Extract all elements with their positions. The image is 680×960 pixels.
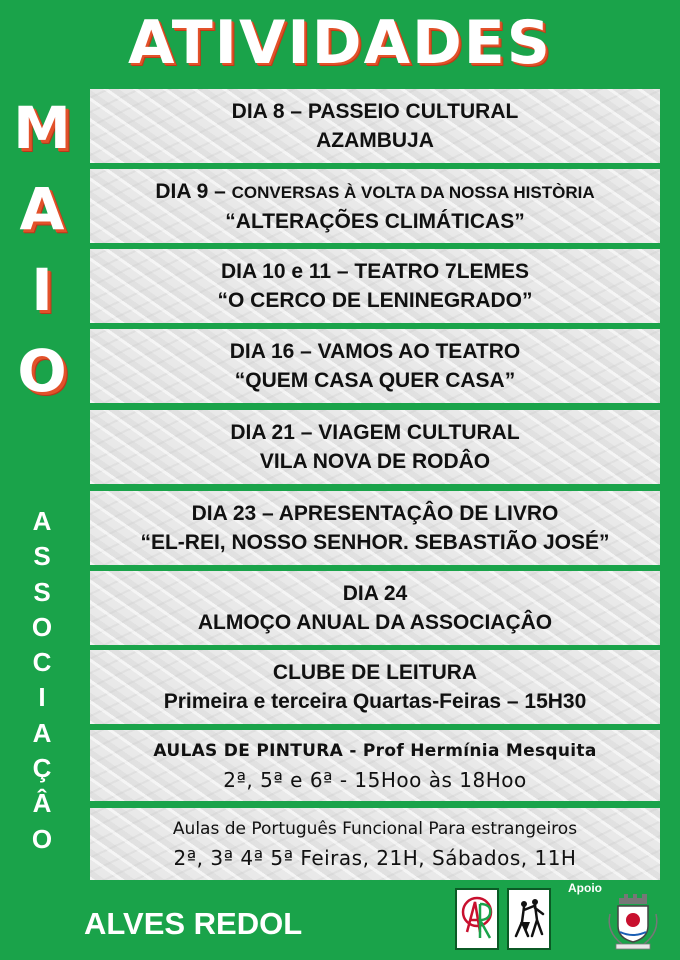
event-subtitle: “EL-REI, NOSSO SENHOR. SEBASTIÃO JOSÉ” — [140, 531, 610, 554]
event-card — [90, 410, 660, 484]
association-logo-icon — [455, 888, 499, 950]
event-title: AULAS DE PINTURA - Prof Hermínia Mesquita — [153, 740, 597, 761]
event-card — [90, 730, 660, 801]
month-letter: A — [19, 175, 65, 243]
event-title: CLUBE DE LEITURA — [272, 661, 478, 684]
support-label: Apoio — [568, 881, 602, 895]
event-card — [90, 169, 660, 243]
event-subtitle: ALMOÇO ANUAL DA ASSOCIAÇÂO — [197, 611, 553, 634]
event-card — [90, 491, 660, 565]
month-letter: M — [13, 94, 71, 162]
association-vertical-label — [22, 504, 62, 857]
association-name: ALVES REDOL — [84, 906, 303, 941]
event-subtitle: 2ª, 3ª 4ª 5ª Feiras, 21H, Sábados, 11H — [173, 846, 577, 870]
event-title: DIA 21 – VIAGEM CULTURAL — [230, 421, 520, 444]
month-letter: O — [17, 337, 67, 405]
event-date: DIA 9 – — [155, 179, 232, 203]
event-card — [90, 571, 660, 645]
event-subtitle: “ALTERAÇÕES CLIMÁTICAS” — [225, 209, 525, 233]
event-card — [90, 808, 660, 880]
page-title: ATIVIDADES — [127, 8, 553, 78]
month-letter: I — [31, 256, 53, 324]
event-subtitle: “O CERCO DE LENINEGRADO” — [217, 289, 533, 312]
event-description: CONVERSAS À VOLTA DA NOSSA HISTÒRIA — [231, 182, 595, 202]
association-letter: O — [31, 823, 53, 854]
month-vertical-label — [6, 88, 78, 412]
event-subtitle: AZAMBUJA — [316, 129, 434, 152]
event-subtitle: VILA NOVA DE RODÂO — [259, 450, 491, 473]
event-title: DIA 23 – APRESENTAÇÂO DE LIVRO — [191, 502, 559, 525]
event-card — [90, 249, 660, 323]
event-subtitle: “QUEM CASA QUER CASA” — [234, 369, 516, 392]
association-letter: I — [38, 682, 46, 713]
dancers-logo-icon — [507, 888, 551, 950]
association-letter: A — [32, 506, 52, 536]
association-letter: A — [32, 717, 52, 748]
association-letter: S — [33, 576, 51, 607]
event-card — [90, 329, 660, 403]
event-subtitle: 2ª, 5ª e 6ª - 15Hoo às 18Hoo — [223, 767, 527, 792]
association-letter: Â — [32, 788, 52, 819]
association-letter: O — [31, 611, 53, 642]
event-title — [155, 177, 594, 207]
event-title: DIA 8 – PASSEIO CULTURAL — [231, 100, 519, 123]
event-title: Aulas de Português Funcional Para estrangeiros — [172, 819, 578, 839]
event-card — [90, 89, 660, 163]
event-subtitle: Primeira e terceira Quartas-Feiras – 15H30 — [163, 690, 587, 713]
event-title: DIA 24 — [342, 582, 408, 605]
event-card — [90, 650, 660, 724]
association-letter: S — [33, 541, 51, 572]
association-letter: C — [32, 647, 52, 678]
association-letter: Ç — [32, 753, 52, 784]
event-title: DIA 16 – VAMOS AO TEATRO — [229, 340, 521, 363]
event-title: DIA 10 e 11 – TEATRO 7LEMES — [220, 260, 530, 283]
municipal-seal-icon — [604, 892, 662, 950]
